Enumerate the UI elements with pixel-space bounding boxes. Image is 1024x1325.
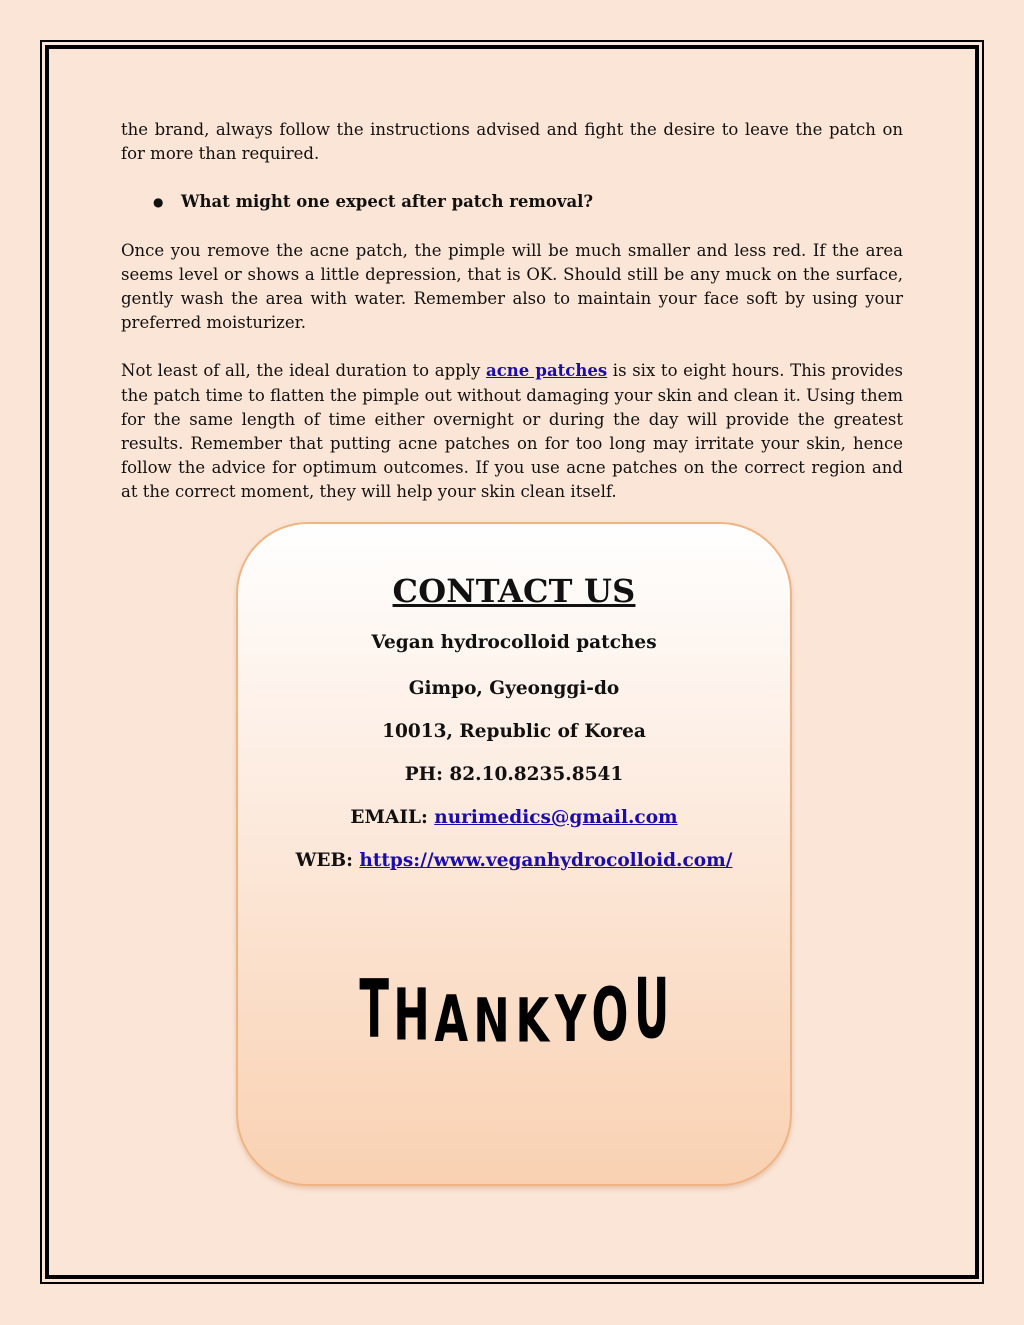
- paragraph-3-start: Not least of all, the ideal duration to apply: [121, 361, 487, 381]
- acne-patches-link[interactable]: acne patches: [486, 361, 608, 381]
- email-link[interactable]: nurimedics@gmail.com: [434, 807, 678, 828]
- bullet-heading: [153, 190, 903, 214]
- phone-number: PH: 82.10.8235.8541: [404, 764, 624, 785]
- article-body: [121, 118, 903, 505]
- thanks-letter-1: T: [359, 961, 387, 1057]
- address-postal: 10013, Republic of Korea: [382, 721, 646, 742]
- paragraph-1: the brand, always follow the instructions advised and fight the desire to leave the patch on for more than required.: [121, 120, 903, 164]
- contact-card: [236, 522, 792, 1186]
- paragraph-2: Once you remove the acne patch, the pimple will be much smaller and less red. If the area seems level or shows a little depression, that is OK. Should still be any muck on the surface, gently wash the area with water. Remember also to maintain your face soft by using your preferred moisturizer.: [121, 240, 903, 333]
- web-row: [238, 850, 790, 871]
- thanks-letter-2: H: [392, 973, 427, 1057]
- website-link[interactable]: https://www.veganhydrocolloid.com/: [359, 850, 733, 871]
- thanks-letter-3: A: [434, 981, 466, 1057]
- paragraph-3: [121, 359, 903, 504]
- email-row: [238, 807, 790, 828]
- web-label: WEB:: [295, 850, 360, 871]
- company-name: Vegan hydrocolloid patches: [371, 632, 657, 653]
- paragraph-3-end: is six to eight hours. This provides the patch time to flatten the pimple out without damaging your skin and clean it. Using them for the same length of time either overnight or during the day will provide the greatest results. Remember that putting acne patches on for too long may irritate your skin, hence follow the advice for optimum outcomes. If you use acne patches on the correct region and at the correct moment, they will help your skin clean itself.: [121, 361, 904, 502]
- thank-you-wordart: [238, 960, 790, 1058]
- thanks-letter-6: Y: [555, 981, 584, 1057]
- thanks-letter-4: N: [473, 985, 508, 1057]
- thanks-letter-5: K: [515, 985, 547, 1057]
- thanks-letter-7: O: [591, 972, 626, 1058]
- thanks-letter-8: U: [634, 960, 668, 1058]
- email-label: EMAIL:: [350, 807, 435, 828]
- bullet-icon: ●: [153, 195, 164, 210]
- address-city: Gimpo, Gyeonggi-do: [408, 678, 620, 699]
- bullet-heading-text: What might one expect after patch removal?: [181, 192, 594, 212]
- contact-title: CONTACT US: [392, 572, 636, 610]
